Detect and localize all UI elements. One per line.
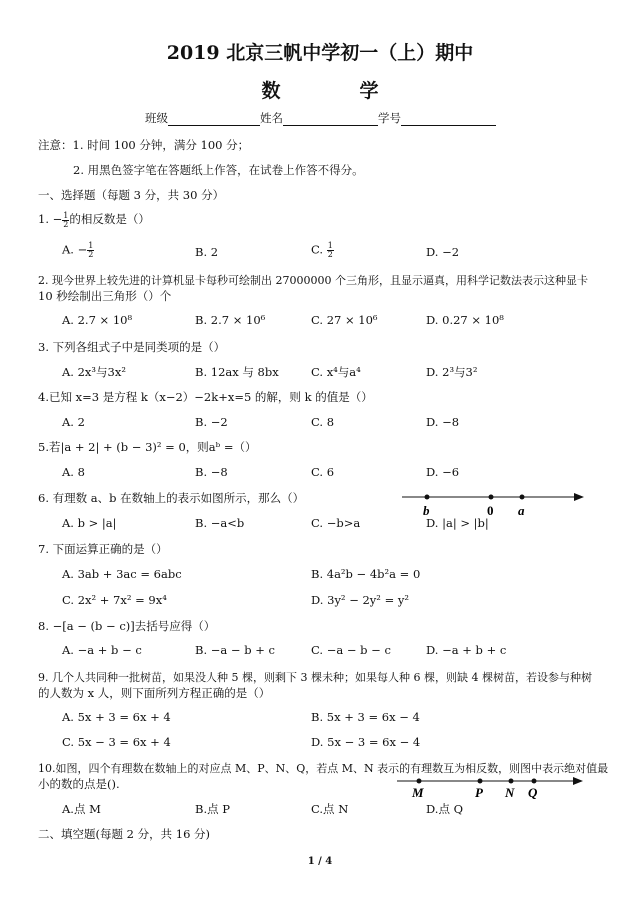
q1-option-a: A. − $\frac{1}{2}$ xyxy=(62,241,94,259)
q4-option-b: B. −2 xyxy=(195,415,228,429)
q2-option-b: B. 2.7 × 10⁶ xyxy=(195,313,266,327)
q7-option-c: C. 2x² + 7x² = 9x⁴ xyxy=(62,593,167,607)
q9-stem-line-1: 9. 几个人共同种一批树苗，如果没人种 5 棵，则剩下 3 棵未种；如果每人种 6 棵，则缺 4 棵树苗，若设参与种树 xyxy=(38,671,592,684)
q3-option-c: C. x⁴与a⁴ xyxy=(311,365,361,379)
page-number: 1 / 4 xyxy=(307,856,333,867)
q8-option-a: A. −a + b − c xyxy=(62,643,142,657)
q4-option-a: A. 2 xyxy=(62,415,85,429)
q6-option-b: B. −a<b xyxy=(195,516,245,530)
q6-stem: 6. 有理数 a、b 在数轴上的表示如图所示，那么（） xyxy=(38,491,305,505)
q5-option-c: C. 6 xyxy=(311,465,335,479)
q8-option-b: B. −a − b + c xyxy=(195,643,275,657)
q6-number-line xyxy=(400,487,586,519)
q5-option-d: D. −6 xyxy=(426,465,460,479)
q10-number-line xyxy=(395,773,587,801)
q10-point-p xyxy=(478,779,483,784)
name-blank[interactable] xyxy=(283,113,378,126)
q7-stem: 7. 下面运算正确的是（） xyxy=(38,542,168,556)
q7-option-b: B. 4a²b − 4b²a = 0 xyxy=(311,567,421,581)
q1-prefix: 1. − xyxy=(38,212,63,226)
q1-fraction: $\frac{1}{2}$ xyxy=(63,210,69,229)
q6-label-b: b xyxy=(423,503,430,518)
q8-option-d: D. −a + b + c xyxy=(426,643,507,657)
name-label: 姓名 xyxy=(260,111,283,125)
q8-option-c: C. −a − b − c xyxy=(311,643,391,657)
q10-label-m: M xyxy=(412,785,424,800)
q4-stem: 4.已知 x=3 是方程 k（x−2）−2k+x=5 的解，则 k 的值是（） xyxy=(38,390,373,404)
q10-label-p: P xyxy=(475,785,483,800)
section-1-heading: 一、选择题（每题 3 分，共 30 分） xyxy=(38,188,225,202)
q10-point-q xyxy=(532,779,537,784)
student-info-row xyxy=(145,110,496,126)
q5-stem: 5.若|a + 2| + (b − 3)² = 0，则aᵇ =（） xyxy=(38,440,257,454)
q3-option-b: B. 12ax 与 8bx xyxy=(195,365,279,379)
q1-option-d: D. −2 xyxy=(426,245,460,259)
q10-point-m xyxy=(417,779,422,784)
q10-label-n: N xyxy=(505,785,515,800)
section-2-heading: 二、填空题(每题 2 分，共 16 分) xyxy=(38,827,211,841)
q10-label-q: Q xyxy=(528,785,538,800)
q6-axis-arrow-icon xyxy=(574,493,584,501)
q6-point-a xyxy=(520,495,525,500)
q10-option-d: D.点 Q xyxy=(426,802,464,816)
q2-option-c: C. 27 × 10⁶ xyxy=(311,313,378,327)
subject-title: 数 学 xyxy=(261,80,409,102)
q5-option-b: B. −8 xyxy=(195,465,228,479)
exam-title: 2019 北京三帆中学初一（上）期中 xyxy=(166,42,474,64)
q6-point-0 xyxy=(489,495,494,500)
q10-stem-line-1: 10.如图，四个有理数在数轴上的对应点 M、P、N、Q，若点 M、N 表示的有理数互为相反数，则图中表示绝对值最 xyxy=(38,762,609,775)
q1-option-b: B. 2 xyxy=(195,245,219,259)
q2-stem-line-1: 2. 现今世界上较先进的计算机显卡每秒可绘制出 27000000 个三角形，且显示逼真，用科学记数法表示这种显卡 xyxy=(38,274,588,287)
q10-option-a: A.点 M xyxy=(62,802,101,816)
q6-option-d: D. |a| > |b| xyxy=(426,516,489,530)
q9-option-d: D. 5x − 3 = 6x − 4 xyxy=(311,735,421,749)
q6-label-a: a xyxy=(518,503,525,518)
q10-axis-arrow-icon xyxy=(573,777,583,785)
q6-option-c: C. −b>a xyxy=(311,516,361,530)
q7-option-a: A. 3ab + 3ac = 6abc xyxy=(62,567,182,581)
q1-stem xyxy=(38,211,150,229)
q9-option-c: C. 5x − 3 = 6x + 4 xyxy=(62,735,171,749)
q1-option-c: C. $\frac{1}{2}$ xyxy=(311,241,333,259)
q7-option-d: D. 3y² − 2y² = y² xyxy=(311,593,409,607)
q2-stem-line-2: 10 秒绘制出三角形（）个 xyxy=(38,289,172,303)
q4-option-d: D. −8 xyxy=(426,415,460,429)
q3-option-d: D. 2³与3² xyxy=(426,365,478,379)
class-label: 班级 xyxy=(145,111,168,125)
q6-option-a: A. b > |a| xyxy=(62,516,117,530)
q9-stem-line-2: 的人数为 x 人，则下面所列方程正确的是（） xyxy=(38,686,271,700)
q3-stem: 3. 下列各组式子中是同类项的是（） xyxy=(38,340,226,354)
q6-label-0: 0 xyxy=(487,503,494,518)
q9-option-a: A. 5x + 3 = 6x + 4 xyxy=(62,710,171,724)
note-line-2: 2. 用黑色签字笔在答题纸上作答，在试卷上作答不得分。 xyxy=(73,163,364,177)
class-blank[interactable] xyxy=(168,113,260,126)
q10-option-b: B.点 P xyxy=(195,802,230,816)
q4-option-c: C. 8 xyxy=(311,415,335,429)
q3-option-a: A. 2x³与3x² xyxy=(62,365,126,379)
q6-point-b xyxy=(425,495,430,500)
q1-suffix: 的相反数是（） xyxy=(69,212,150,226)
q10-stem-line-2: 小的数的点是(). xyxy=(38,777,120,791)
q2-option-d: D. 0.27 × 10⁸ xyxy=(426,313,504,327)
q9-option-b: B. 5x + 3 = 6x − 4 xyxy=(311,710,420,724)
id-blank[interactable] xyxy=(401,113,496,126)
q5-option-a: A. 8 xyxy=(62,465,85,479)
id-label: 学号 xyxy=(378,111,401,125)
q10-point-n xyxy=(509,779,514,784)
q10-option-c: C.点 N xyxy=(311,802,349,816)
q8-stem: 8. −[a − (b − c)]去括号应得（） xyxy=(38,619,216,633)
q2-option-a: A. 2.7 × 10⁸ xyxy=(62,313,133,327)
note-line-1: 注意：1. 时间 100 分钟，满分 100 分； xyxy=(38,138,250,152)
